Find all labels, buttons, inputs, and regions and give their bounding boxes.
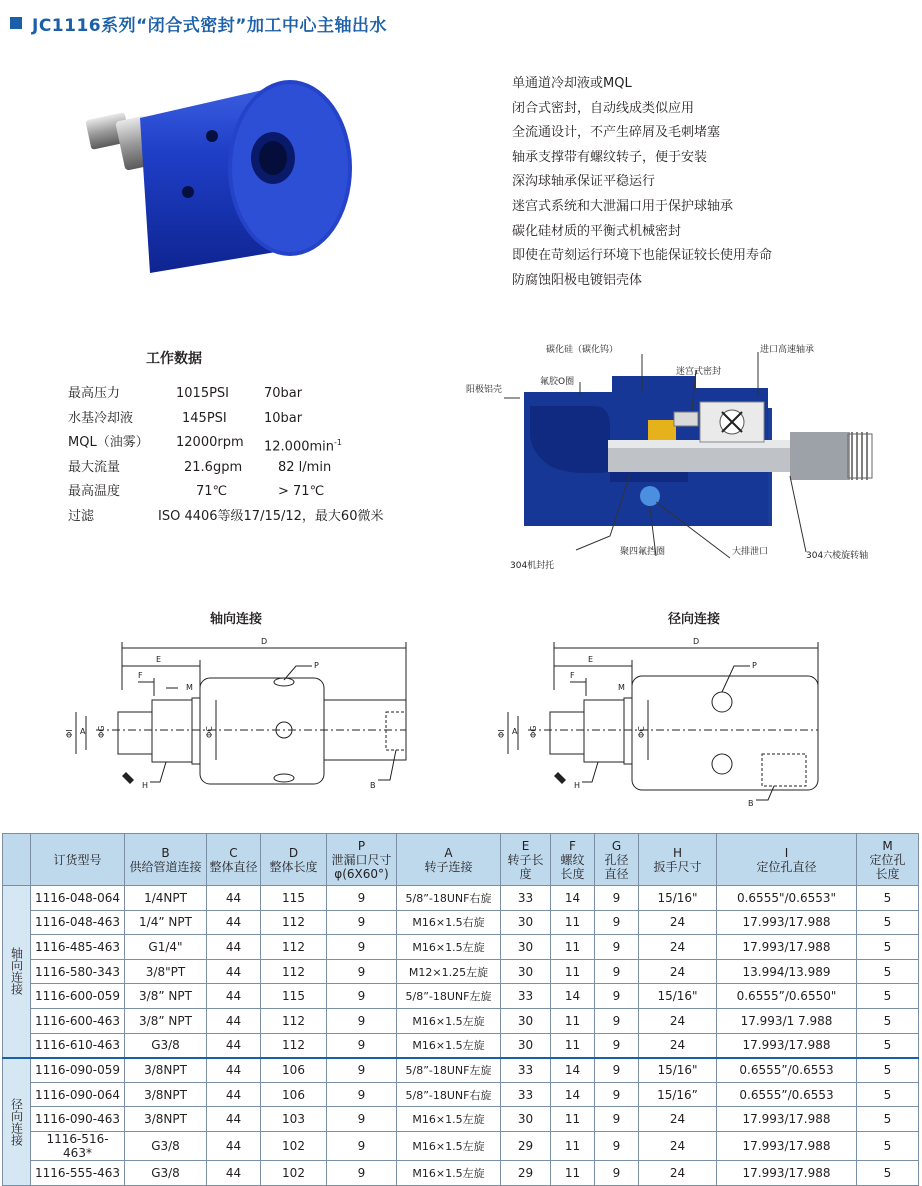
feature-item: 迷宫式系统和大泄漏口用于保护球轴承 [512,198,734,214]
table-row [3,1131,919,1160]
svg-text:P: P [752,661,757,670]
table-cell: 1116-048-463 [31,910,125,935]
header-square-icon [10,17,22,29]
table-cell: 1116-600-463 [31,1008,125,1033]
table-cell: 112 [261,935,327,960]
table-cell: 15/16" [639,984,717,1009]
table-cell: 17.993/17.988 [717,935,857,960]
label-support304: 304机封托 [510,561,555,571]
table-cell: 112 [261,1033,327,1058]
svg-text:M: M [618,683,625,692]
table-cell: 5 [857,1058,919,1083]
table-cell: 9 [595,1058,639,1083]
work-data-value-imperial: 21.6gpm [184,459,243,475]
dim-label-h: H [142,781,149,790]
svg-text:ΦI: ΦI [497,729,506,738]
table-cell: 9 [595,1107,639,1132]
table-row [3,935,919,960]
table-cell: 5 [857,910,919,935]
table-row [3,1033,919,1058]
table-cell: 44 [207,1107,261,1132]
wrench-icon [554,772,566,784]
table-cell: 14 [551,1082,595,1107]
table-row [3,959,919,984]
table-cell: M16×1.5左旋 [397,1160,501,1185]
table-row [3,1082,919,1107]
work-data-value-filter: ISO 4406等级17/15/12，最大60微米 [158,508,384,524]
table-cell: 9 [327,959,397,984]
table-cell: 106 [261,1058,327,1083]
table-row [3,886,919,911]
table-cell: 11 [551,910,595,935]
table-cell: 33 [501,1082,551,1107]
table-cell: G3/8 [125,1033,207,1058]
table-cell: 9 [595,886,639,911]
dim-label-g: ΦG [97,725,106,738]
table-cell: 5/8”-18UNF右旋 [397,886,501,911]
table-cell: 44 [207,959,261,984]
table-cell: 9 [595,1033,639,1058]
table-cell: 5 [857,886,919,911]
table-header-cell: G 孔径 直径 [595,834,639,886]
table-cell: 11 [551,1160,595,1185]
table-cell: 1116-090-064 [31,1082,125,1107]
table-cell: 30 [501,1008,551,1033]
table-cell: 44 [207,1008,261,1033]
table-cell: 5/8”-18UNF左旋 [397,1058,501,1083]
axial-dimension-drawing [56,630,426,800]
table-header-cell: B 供给管道连接 [125,834,207,886]
feature-list [512,72,772,293]
table-cell: 44 [207,886,261,911]
dim-label-c: ΦC [205,726,214,738]
table-cell: G1/4" [125,935,207,960]
table-cell: 15/16” [639,1082,717,1107]
table-cell: 5 [857,959,919,984]
table-cell: 11 [551,935,595,960]
feature-item: 全流通设计，不产生碎屑及毛刺堵塞 [512,125,721,141]
table-cell: 9 [327,1033,397,1058]
svg-text:E: E [588,655,594,664]
table-cell: 9 [595,1131,639,1160]
table-cell: 1116-580-343 [31,959,125,984]
table-cell: 5 [857,984,919,1009]
work-data-value-imperial: 145PSI [182,410,227,426]
dim-label-d: D [261,637,268,646]
table-cell: 29 [501,1160,551,1185]
page-header [10,10,387,36]
table-header-cell: F 螺纹 长度 [551,834,595,886]
table-body [3,886,919,1186]
table-cell: 102 [261,1160,327,1185]
table-cell: 1116-610-463 [31,1033,125,1058]
table-row [3,1160,919,1185]
table-header-cell: E 转子长度 [501,834,551,886]
table-cell: M16×1.5左旋 [397,1033,501,1058]
table-cell: M12×1.25左旋 [397,959,501,984]
spec-table [2,833,919,1186]
table-cell: 9 [327,1131,397,1160]
table-cell: 24 [639,1008,717,1033]
table-cell: 9 [595,910,639,935]
table-cell: 9 [595,1082,639,1107]
work-data-value-imperial: 71℃ [196,484,228,500]
dim-label-i: ΦI [65,729,74,738]
feature-item: 碳化硅材质的平衡式机械密封 [512,223,682,239]
table-cell: 1116-048-064 [31,886,125,911]
table-cell: 9 [327,935,397,960]
feature-item: 轴承支撑带有螺纹转子，便于安装 [512,149,708,165]
table-cell: 11 [551,959,595,984]
label-hex-shaft: 304六棱旋转轴 [806,551,869,561]
table-cell: 44 [207,1131,261,1160]
label-anodized: 阳极铝壳 [466,385,503,395]
table-header-cell: C 整体直径 [207,834,261,886]
table-cell: 3/8” NPT [125,984,207,1009]
work-data-value-metric: > 71℃ [278,484,325,500]
table-header-cell [3,834,31,886]
dim-label-b: B [370,781,376,790]
table-cell: 17.993/17.988 [717,1107,857,1132]
label-labyrinth: 迷宫式密封 [676,367,722,377]
table-cell: 5 [857,1160,919,1185]
table-cell: 44 [207,935,261,960]
table-cell: 112 [261,959,327,984]
table-cell: 5 [857,1107,919,1132]
table-cell: 1116-090-463 [31,1107,125,1132]
table-cell: 17.993/17.988 [717,1033,857,1058]
table-cell: 11 [551,1131,595,1160]
table-cell: 5 [857,1082,919,1107]
table-cell: M16×1.5右旋 [397,910,501,935]
work-data-value-imperial: 1015PSI [176,386,230,401]
table-cell: 44 [207,984,261,1009]
product-photo [80,78,360,278]
table-cell: 11 [551,1033,595,1058]
table-cell: 0.6555”/0.6553 [717,1082,857,1107]
cross-section-diagram [460,336,890,576]
table-cell: 44 [207,1160,261,1185]
work-data-value-imperial: 12000rpm [176,435,244,451]
table-cell: 5 [857,1131,919,1160]
table-cell: 14 [551,984,595,1009]
table-cell: 30 [501,1107,551,1132]
table-cell: 0.6555”/0.6550" [717,984,857,1009]
table-cell: 5/8”-18UNF左旋 [397,984,501,1009]
dim-label-f: F [138,671,143,680]
label-big-drain: 大排泄口 [732,547,769,557]
table-cell: M16×1.5左旋 [397,1008,501,1033]
table-header-cell: I 定位孔直径 [717,834,857,886]
table-cell: 44 [207,1082,261,1107]
work-data-value-metric: 82 l/min [278,459,332,475]
table-cell: 3/8” NPT [125,1008,207,1033]
table-cell: 9 [327,1160,397,1185]
table-cell: 9 [595,935,639,960]
svg-text:A: A [512,727,518,736]
table-cell: 3/8NPT [125,1107,207,1132]
table-cell: M16×1.5左旋 [397,1131,501,1160]
table-group-label: 轴向连接 [3,886,31,1058]
table-header-cell: D 整体长度 [261,834,327,886]
table-cell: 9 [595,984,639,1009]
feature-item: 深沟球轴承保证平稳运行 [512,174,656,190]
table-cell: 112 [261,910,327,935]
table-cell: 5 [857,1033,919,1058]
table-cell: 24 [639,1107,717,1132]
svg-text:ΦC: ΦC [637,726,646,738]
svg-text:B: B [748,799,754,808]
table-row [3,910,919,935]
work-data-superscript: -1 [334,438,342,448]
table-cell: 14 [551,886,595,911]
table-group-label: 径向连接 [3,1058,31,1185]
table-cell: 44 [207,910,261,935]
table-cell: 24 [639,1160,717,1185]
label-sic: 碳化硅（碳化钨） [546,345,619,355]
feature-item: 闭合式密封，自动线成类似应用 [512,100,695,116]
table-cell: 112 [261,1008,327,1033]
table-cell: 9 [327,910,397,935]
table-cell: 0.6555”/0.6553 [717,1058,857,1083]
feature-item: 单通道冷却液或MQL [512,76,632,91]
radial-dimension-drawing [488,630,828,810]
label-fkm-oring: 氟胶O圈 [540,377,575,387]
table-row [3,984,919,1009]
table-cell: 24 [639,1033,717,1058]
work-data-label: 过滤 [68,508,95,524]
table-cell: 17.993/17.988 [717,910,857,935]
table-cell: 11 [551,1107,595,1132]
table-cell: 3/8"PT [125,959,207,984]
table-cell: 9 [327,886,397,911]
table-cell: 1/4NPT [125,886,207,911]
table-cell: 14 [551,1058,595,1083]
table-cell: 1/4” NPT [125,910,207,935]
label-ptfe-ring: 聚四氟挡圈 [620,547,666,557]
table-cell: 24 [639,959,717,984]
table-cell: 9 [595,1160,639,1185]
page-title: JC1116系列“闭合式密封”加工中心主轴出水 [32,15,387,36]
label-bearing: 进口高速轴承 [760,345,815,355]
table-cell: 9 [595,1008,639,1033]
table-cell: 11 [551,1008,595,1033]
table-cell: 30 [501,910,551,935]
work-data-label: MQL（油雾） [68,435,149,451]
table-cell: 115 [261,984,327,1009]
table-cell: 33 [501,1058,551,1083]
table-cell: 5/8”-18UNF右旋 [397,1082,501,1107]
table-cell: G3/8 [125,1131,207,1160]
table-cell: 9 [327,1082,397,1107]
work-data-label: 水基冷却液 [68,410,134,426]
table-header-cell: H 扳手尺寸 [639,834,717,886]
table-cell: 1116-600-059 [31,984,125,1009]
table-cell: 44 [207,1033,261,1058]
table-cell: 24 [639,910,717,935]
table-header-cell: A 转子连接 [397,834,501,886]
work-data-value-metric: 10bar [264,410,303,426]
table-cell: 24 [639,935,717,960]
table-cell: 30 [501,959,551,984]
table-cell: 13.994/13.989 [717,959,857,984]
table-cell: 24 [639,1131,717,1160]
table-cell: 102 [261,1131,327,1160]
work-data-label: 最高压力 [68,386,121,401]
table-cell: 1116-485-463 [31,935,125,960]
wrench-icon [122,772,134,784]
table-cell: M16×1.5左旋 [397,1107,501,1132]
table-cell: 30 [501,1033,551,1058]
table-cell: 9 [595,959,639,984]
table-header-cell: 订货型号 [31,834,125,886]
table-cell: 29 [501,1131,551,1160]
table-cell: 33 [501,886,551,911]
table-cell: 106 [261,1082,327,1107]
svg-text:F: F [570,671,575,680]
table-cell: 115 [261,886,327,911]
table-cell: 3/8NPT [125,1058,207,1083]
table-cell: 17.993/17.988 [717,1131,857,1160]
dim-label-e: E [156,655,162,664]
work-data-label: 最大流量 [68,459,121,475]
dim-label-a: A [80,727,86,736]
work-data-value-metric-text: 12.000min [264,439,335,455]
work-data-label: 最高温度 [68,484,121,500]
table-cell: M16×1.5左旋 [397,935,501,960]
table-header-cell: M 定位孔 长度 [857,834,919,886]
table-cell: 17.993/17.988 [717,1160,857,1185]
table-cell: 1116-516-463* [31,1131,125,1160]
svg-text:D: D [693,637,700,646]
svg-text:H: H [574,781,581,790]
table-row [3,1008,919,1033]
table-cell: 9 [327,984,397,1009]
table-row [3,1058,919,1083]
table-cell: 9 [327,1058,397,1083]
table-row [3,1107,919,1132]
table-cell: 9 [327,1107,397,1132]
table-cell: G3/8 [125,1160,207,1185]
feature-item: 防腐蚀阳极电镀铝壳体 [512,272,643,288]
dim-label-m: M [186,683,193,692]
work-data-title: 工作数据 [146,351,202,367]
table-cell: 44 [207,1058,261,1083]
table-cell: 15/16" [639,886,717,911]
table-cell: 5 [857,1008,919,1033]
table-cell: 17.993/1 7.988 [717,1008,857,1033]
table-cell: 5 [857,935,919,960]
table-cell: 30 [501,935,551,960]
table-cell: 0.6555"/0.6553" [717,886,857,911]
axial-diagram-title: 轴向连接 [210,612,263,627]
table-header-cell: P 泄漏口尺寸 φ(6X60°) [327,834,397,886]
table-cell: 3/8NPT [125,1082,207,1107]
table-cell: 9 [327,1008,397,1033]
table-cell: 15/16" [639,1058,717,1083]
table-cell: 1116-090-059 [31,1058,125,1083]
table-cell: 33 [501,984,551,1009]
table-cell: 103 [261,1107,327,1132]
feature-item: 即使在苛刻运行环境下也能保证较长使用寿命 [512,248,773,264]
radial-diagram-title: 径向连接 [668,612,721,627]
table-header-row [3,834,919,886]
svg-text:ΦG: ΦG [529,725,538,738]
work-data-value-metric: 70bar [264,386,303,401]
dim-label-p: P [314,661,319,670]
table-cell: 1116-555-463 [31,1160,125,1185]
